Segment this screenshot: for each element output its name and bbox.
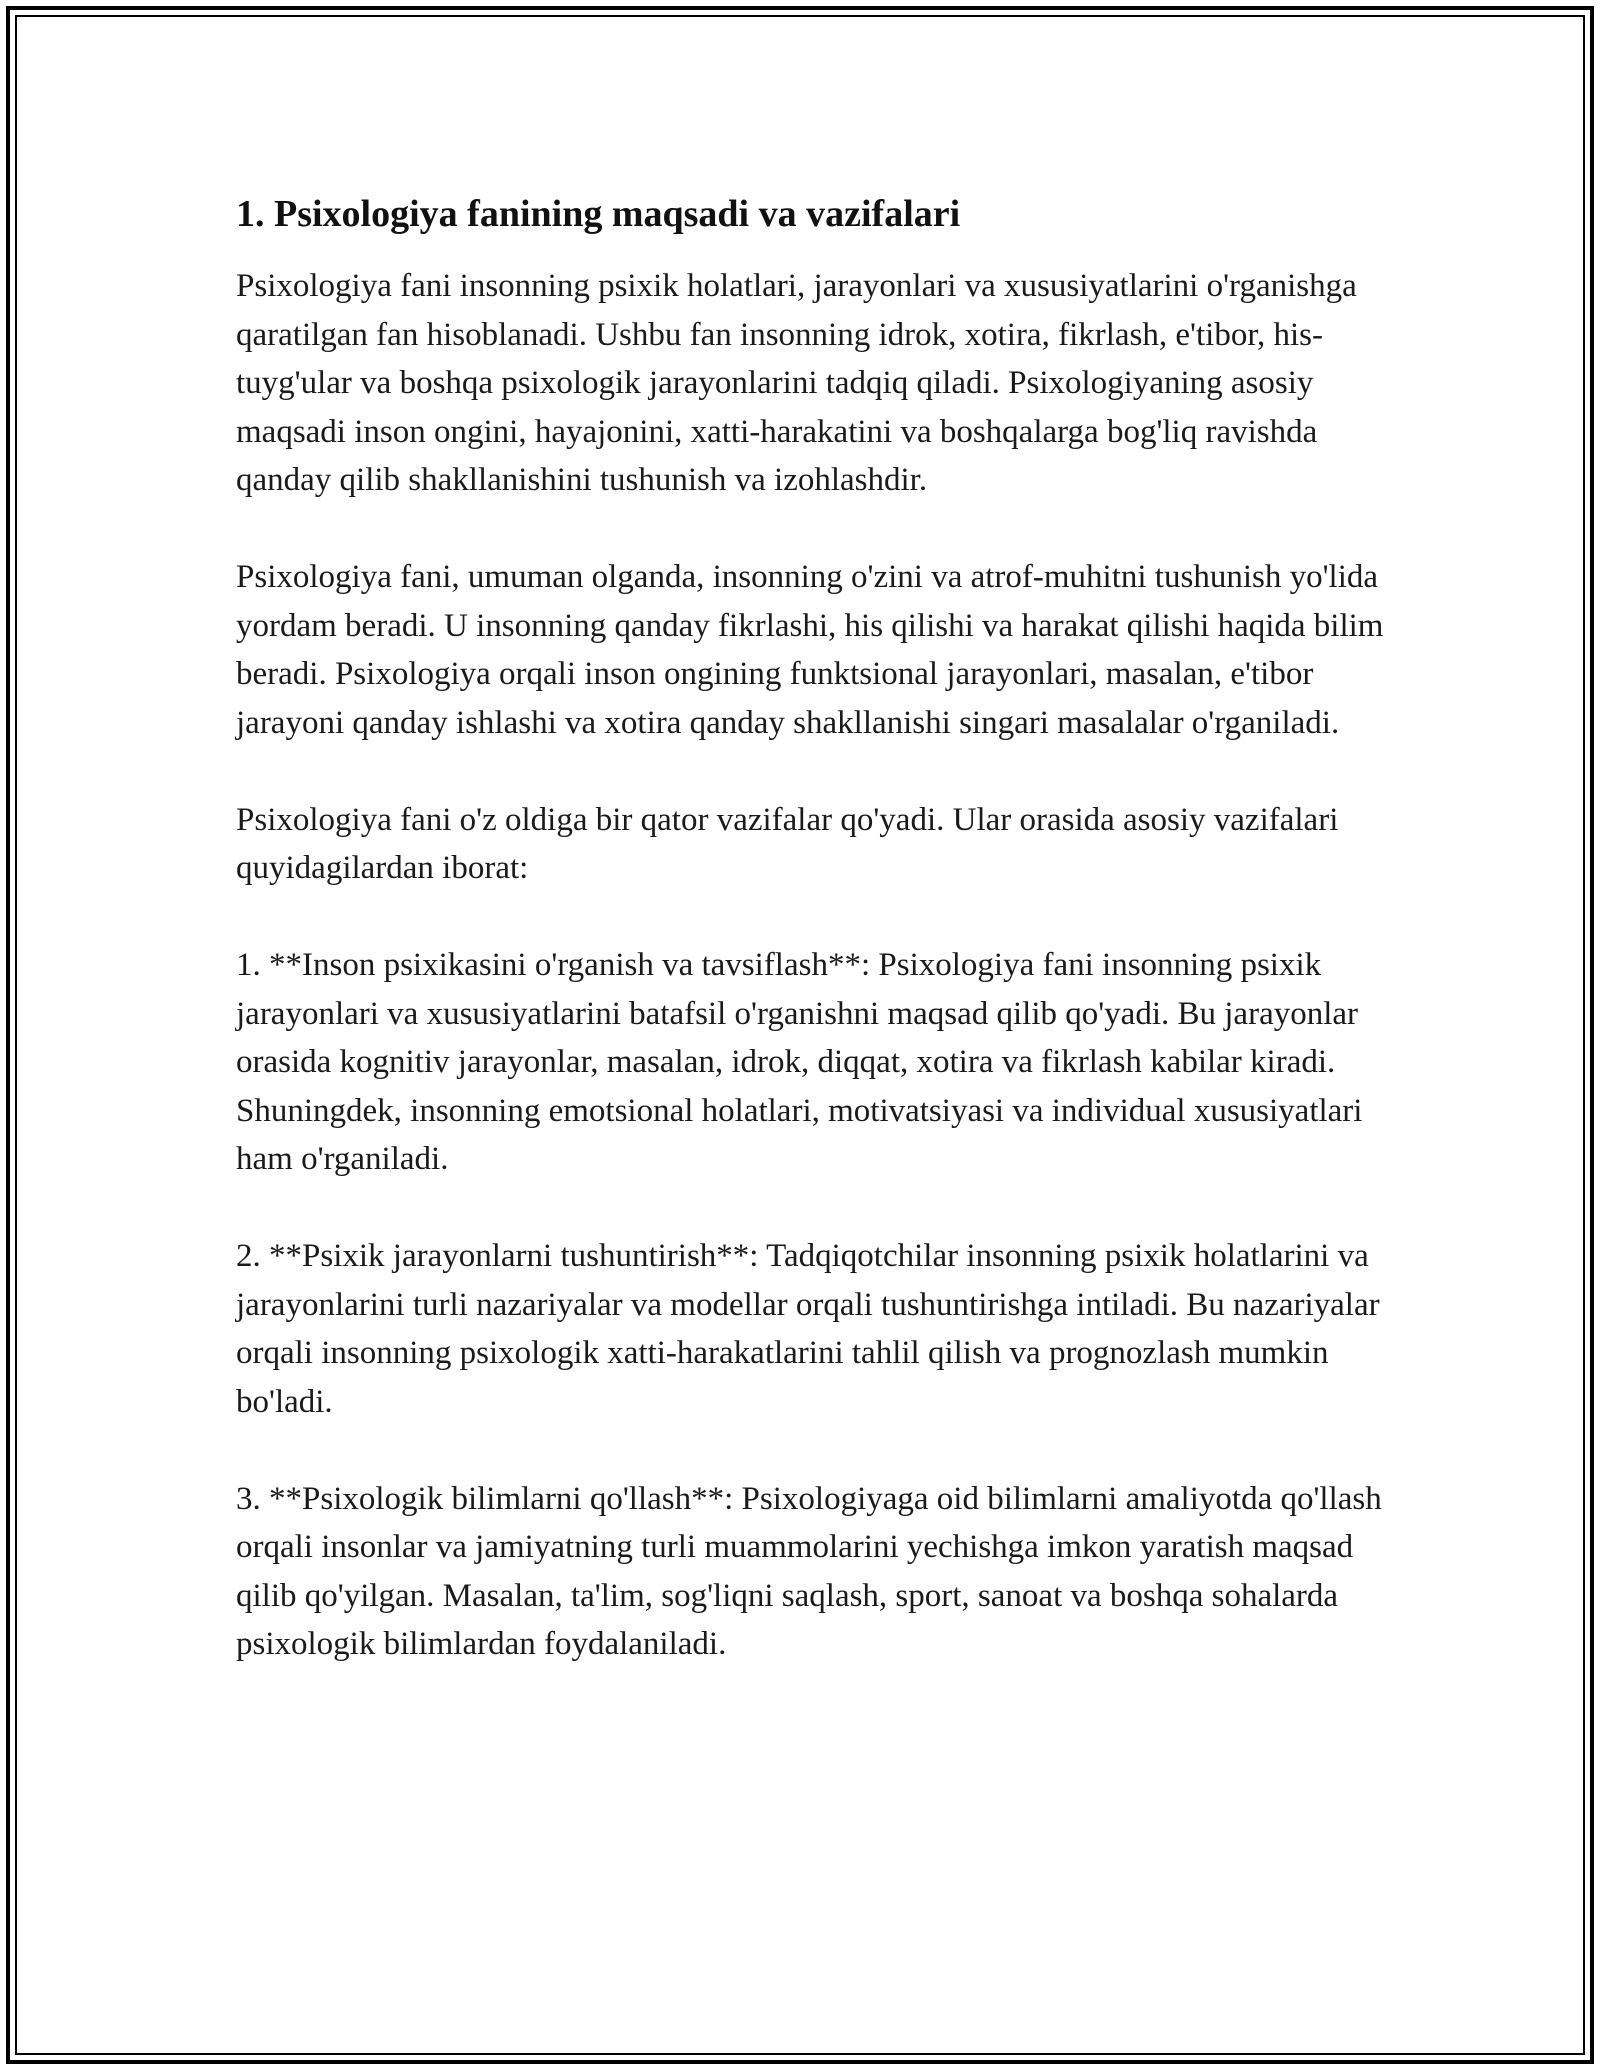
list-item-task-1: 1. **Inson psixikasini o'rganish va tavsiflash**: Psixologiya fani insonning psixik jarayonlari va xususiyatlarini batafsil o'rganishni maqsad qilib qo'yadi. Bu jarayonlar orasida kognitiv jarayonlar, masalan, idrok, diqqat, xotira va fikrlash kabilar kiradi. Shuningdek, insonning emotsional holatlari, motivatsiyasi va individual xususiyatlari ham o'rganiladi. — [236, 947, 1363, 1177]
paragraph-tasks-intro: Psixologiya fani o'z oldiga bir qator vazifalar qo'yadi. Ular orasida asosiy vazifalari quyidagilardan iborat: — [236, 801, 1339, 886]
section-heading: 1. Psixologiya fanining maqsadi va vazifalari — [236, 193, 961, 235]
paragraph-intro: Psixologiya fani insonning psixik holatlari, jarayonlari va xususiyatlarini o'rganishga qaratilgan fan hisoblanadi. Ushbu fan insonning idrok, xotira, fikrlash, e'tibor, his-tuyg'ular va boshqa psixologik jarayonlarini tadqiq qiladi. Psixologiyaning asosiy maqsadi inson ongini, hayajonini, xatti-harakatini va boshqalarga bog'liq ravishda qanday qilib shakllanishini tushunish va izohlashdir. — [236, 268, 1357, 498]
list-item-task-3: 3. **Psixologik bilimlarni qo'llash**: Psixologiyaga oid bilimlarni amaliyotda qo'llash orqali insonlar va jamiyatning turli muammolarini yechishga imkon yaratish maqsad qilib qo'yilgan. Masalan, ta'lim, sog'liqni saqlash, sport, sanoat va boshqa sohalarda psixologik bilimlardan foydalaniladi. — [236, 1480, 1382, 1662]
list-item-task-2: 2. **Psixik jarayonlarni tushuntirish**: Tadqiqotchilar insonning psixik holatlarini va jarayonlarini turli nazariyalar va modellar orqali tushuntirishga intiladi. Bu nazariyalar orqali insonning psixologik xatti-harakatlarini tahlil qilish va prognozlash mumkin bo'ladi. — [236, 1238, 1380, 1420]
paragraph-overview: Psixologiya fani, umuman olganda, insonning o'zini va atrof-muhitni tushunish yo'lida yordam beradi. U insonning qanday fikrlashi, his qilishi va harakat qilishi haqida bilim beradi. Psixologiya orqali inson ongining funktsional jarayonlari, masalan, e'tibor jarayoni qanday ishlashi va xotira qanday shakllanishi singari masalalar o'rganiladi. — [236, 559, 1384, 741]
document-body — [236, 186, 1386, 1669]
